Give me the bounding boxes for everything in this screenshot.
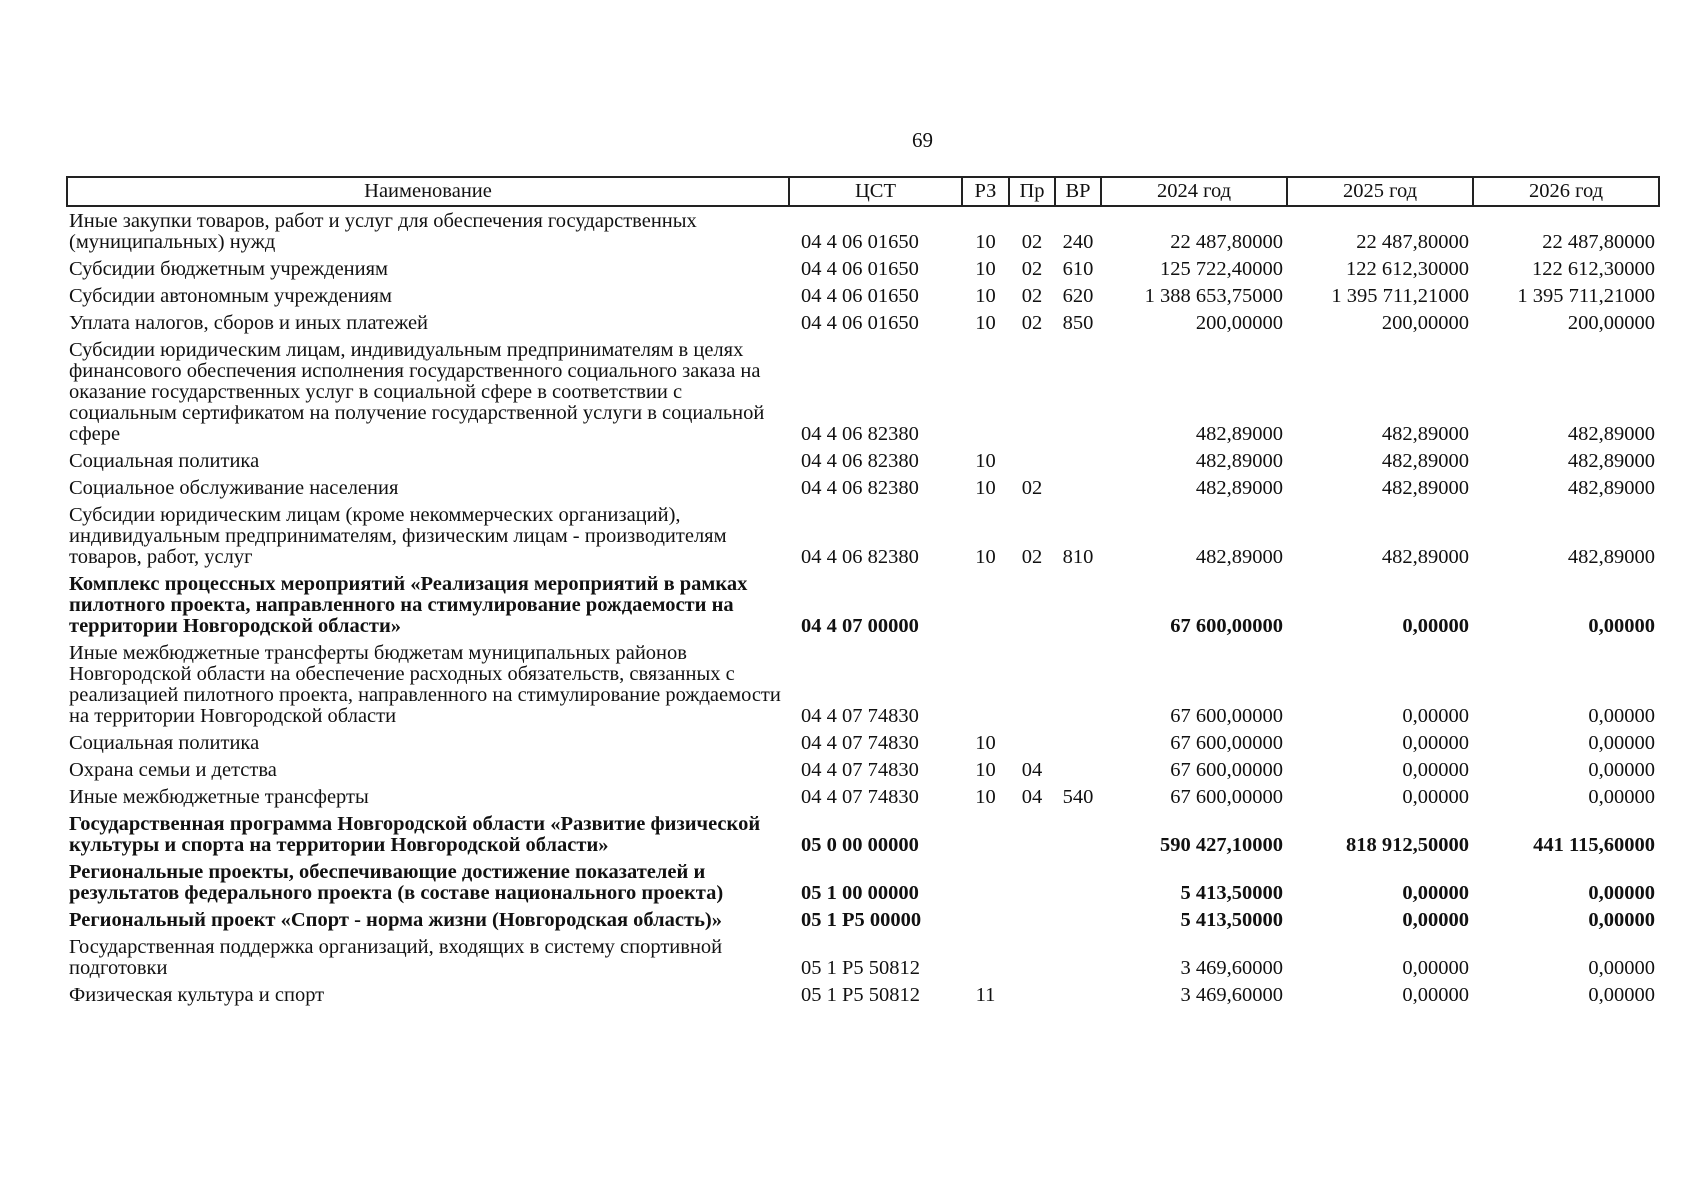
cell-name: Субсидии юридическим лицам (кроме некоммерческих организаций), индивидуальным предпринимателям, физическим лицам - производителям товаров, работ, услуг (69, 504, 727, 568)
cell-2025: 200,00000 (1381, 312, 1469, 334)
table-row (67, 474, 1659, 501)
cell-vr: 850 (1062, 312, 1094, 334)
cell-name: Региональные проекты, обеспечивающие достижение показателей и результатов федерального проекта (в составе национального проекта) (69, 861, 724, 904)
cell-2024: 5 413,50000 (1180, 882, 1283, 904)
cell-2025: 0,00000 (1402, 957, 1469, 979)
cell-cst: 05 1 00 00000 (801, 882, 919, 904)
cell-cst: 04 4 06 82380 (801, 546, 919, 568)
cell-pr: 02 (1021, 546, 1043, 568)
cell-cst: 04 4 07 74830 (801, 759, 919, 781)
cell-rz (962, 639, 1009, 729)
cell-2024: 482,89000 (1195, 450, 1283, 472)
cell-cst: 04 4 06 82380 (801, 450, 919, 472)
cell-rz (962, 810, 1009, 858)
cell-2025: 482,89000 (1381, 423, 1469, 445)
cell-name: Социальное обслуживание населения (69, 477, 399, 499)
cell-cst: 04 4 06 01650 (801, 258, 919, 280)
cell-2024: 3 469,60000 (1180, 957, 1283, 979)
cell-pr: 02 (1021, 312, 1043, 334)
cell-name: Иные межбюджетные трансферты бюджетам муниципальных районов Новгородской области на обеспечение расходных обязательств, связанных с реализацией пилотного проекта, направленного на стимулирование рождаемости на территории Новгородской области (69, 642, 781, 727)
cell-2026: 482,89000 (1567, 546, 1655, 568)
cell-vr (1055, 336, 1101, 447)
cell-vr (1055, 570, 1101, 639)
cell-2025: 0,00000 (1402, 615, 1469, 637)
cell-cst: 04 4 07 00000 (801, 615, 919, 637)
cell-pr (1009, 336, 1055, 447)
cell-2025: 0,00000 (1402, 786, 1469, 808)
cell-rz (962, 933, 1009, 981)
cell-2026: 0,00000 (1588, 957, 1655, 979)
cell-vr (1055, 729, 1101, 756)
cell-2024: 590 427,10000 (1160, 834, 1283, 856)
cell-name: Охрана семьи и детства (69, 759, 277, 781)
cell-cst: 04 4 06 01650 (801, 285, 919, 307)
page-number: 69 (912, 128, 933, 152)
cell-2024: 67 600,00000 (1170, 732, 1283, 754)
cell-2025: 482,89000 (1381, 546, 1469, 568)
cell-name: Государственная программа Новгородской области «Развитие физической культуры и спорта на территории Новгородской области» (69, 813, 761, 856)
cell-rz (962, 336, 1009, 447)
cell-pr (1009, 729, 1055, 756)
cell-pr (1009, 981, 1055, 1008)
cell-pr: 04 (1021, 786, 1043, 808)
table-row (67, 447, 1659, 474)
cell-2025: 482,89000 (1381, 450, 1469, 472)
cell-vr (1055, 981, 1101, 1008)
cell-2026: 0,00000 (1588, 705, 1655, 727)
header-2025: 2025 год (1287, 177, 1473, 206)
cell-vr (1055, 810, 1101, 858)
header-name: Наименование (67, 177, 789, 206)
cell-name: Комплекс процессных мероприятий «Реализация мероприятий в рамках пилотного проекта, направленного на стимулирование рождаемости на территории Новгородской области» (69, 573, 748, 637)
cell-2024: 67 600,00000 (1170, 786, 1283, 808)
cell-2024: 67 600,00000 (1170, 759, 1283, 781)
cell-cst: 04 4 06 01650 (801, 231, 919, 253)
cell-vr: 240 (1062, 231, 1094, 253)
cell-vr: 810 (1062, 546, 1094, 568)
cell-rz: 10 (975, 546, 996, 568)
budget-table (66, 176, 1660, 1008)
cell-name: Государственная поддержка организаций, входящих в систему спортивной подготовки (69, 936, 723, 979)
cell-pr: 02 (1021, 285, 1043, 307)
cell-pr (1009, 933, 1055, 981)
cell-2026: 0,00000 (1588, 759, 1655, 781)
cell-vr (1055, 858, 1101, 906)
table-row (67, 570, 1659, 639)
table-row (67, 501, 1659, 570)
cell-2024: 482,89000 (1195, 546, 1283, 568)
cell-2025: 0,00000 (1402, 909, 1469, 931)
table-row (67, 639, 1659, 729)
cell-2024: 125 722,40000 (1160, 258, 1283, 280)
cell-rz: 10 (975, 312, 996, 334)
cell-rz: 11 (975, 984, 996, 1006)
header-rz: РЗ (962, 177, 1009, 206)
cell-cst: 05 1 P5 50812 (801, 984, 921, 1006)
cell-2026: 0,00000 (1588, 909, 1655, 931)
cell-vr: 540 (1062, 786, 1094, 808)
cell-vr: 610 (1062, 258, 1094, 280)
cell-2026: 22 487,80000 (1542, 231, 1655, 253)
cell-cst: 04 4 06 82380 (801, 423, 919, 445)
cell-pr (1009, 447, 1055, 474)
cell-pr (1009, 906, 1055, 933)
cell-vr: 620 (1062, 285, 1094, 307)
header-2026: 2026 год (1473, 177, 1659, 206)
cell-2026: 441 115,60000 (1533, 834, 1655, 856)
table-row (67, 309, 1659, 336)
cell-pr (1009, 639, 1055, 729)
table-row (67, 933, 1659, 981)
table-row (67, 783, 1659, 810)
cell-pr: 02 (1021, 231, 1043, 253)
cell-2026: 0,00000 (1588, 786, 1655, 808)
cell-pr (1009, 810, 1055, 858)
cell-2026: 482,89000 (1567, 477, 1655, 499)
cell-name: Субсидии автономным учреждениям (69, 285, 392, 307)
cell-2026: 482,89000 (1567, 423, 1655, 445)
cell-2024: 67 600,00000 (1170, 705, 1283, 727)
cell-vr (1055, 906, 1101, 933)
cell-2026: 0,00000 (1588, 615, 1655, 637)
table-row (67, 906, 1659, 933)
cell-2025: 0,00000 (1402, 882, 1469, 904)
cell-rz: 10 (975, 732, 996, 754)
table-header-row (67, 177, 1659, 206)
table-row (67, 255, 1659, 282)
cell-2025: 0,00000 (1402, 732, 1469, 754)
cell-name: Физическая культура и спорт (69, 984, 325, 1006)
cell-2025: 0,00000 (1402, 759, 1469, 781)
cell-cst: 05 1 P5 00000 (801, 909, 922, 931)
cell-name: Региональный проект «Спорт - норма жизни (Новгородская область)» (69, 909, 722, 931)
cell-2024: 67 600,00000 (1170, 615, 1283, 637)
cell-2024: 1 388 653,75000 (1144, 285, 1283, 307)
cell-vr (1055, 933, 1101, 981)
cell-2025: 482,89000 (1381, 477, 1469, 499)
cell-rz: 10 (975, 258, 996, 280)
cell-2025: 122 612,30000 (1346, 258, 1469, 280)
table-row (67, 729, 1659, 756)
cell-rz (962, 858, 1009, 906)
table-row (67, 981, 1659, 1008)
cell-2026: 0,00000 (1588, 882, 1655, 904)
header-vr: ВР (1055, 177, 1101, 206)
cell-2024: 22 487,80000 (1170, 231, 1283, 253)
cell-name: Уплата налогов, сборов и иных платежей (69, 312, 429, 334)
cell-name: Социальная политика (69, 450, 260, 472)
cell-2024: 482,89000 (1195, 477, 1283, 499)
cell-pr: 04 (1021, 759, 1043, 781)
cell-rz: 10 (975, 786, 996, 808)
cell-pr: 02 (1021, 477, 1043, 499)
cell-cst: 05 1 P5 50812 (801, 957, 921, 979)
header-cst: ЦСТ (789, 177, 962, 206)
header-pr: Пр (1009, 177, 1055, 206)
cell-2024: 3 469,60000 (1180, 984, 1283, 1006)
cell-rz (962, 906, 1009, 933)
cell-2024: 5 413,50000 (1180, 909, 1283, 931)
cell-rz: 10 (975, 477, 996, 499)
cell-2026: 1 395 711,21000 (1517, 285, 1655, 307)
cell-cst: 04 4 06 82380 (801, 477, 919, 499)
cell-rz: 10 (975, 231, 996, 253)
cell-cst: 04 4 07 74830 (801, 786, 919, 808)
cell-rz (962, 570, 1009, 639)
cell-2024: 200,00000 (1195, 312, 1283, 334)
table-row (67, 336, 1659, 447)
cell-name: Иные межбюджетные трансферты (69, 786, 369, 808)
cell-pr: 02 (1021, 258, 1043, 280)
cell-name: Субсидии бюджетным учреждениям (69, 258, 389, 280)
cell-2026: 200,00000 (1567, 312, 1655, 334)
table-row (67, 282, 1659, 309)
cell-2025: 22 487,80000 (1356, 231, 1469, 253)
cell-2024: 482,89000 (1195, 423, 1283, 445)
cell-2026: 0,00000 (1588, 984, 1655, 1006)
cell-name: Социальная политика (69, 732, 260, 754)
cell-vr (1055, 474, 1101, 501)
cell-2025: 0,00000 (1402, 984, 1469, 1006)
cell-2026: 0,00000 (1588, 732, 1655, 754)
cell-2025: 1 395 711,21000 (1331, 285, 1469, 307)
cell-name: Иные закупки товаров, работ и услуг для обеспечения государственных (муниципальных) нужд (69, 210, 697, 253)
cell-rz: 10 (975, 285, 996, 307)
cell-cst: 05 0 00 00000 (801, 834, 919, 856)
table-row (67, 810, 1659, 858)
cell-vr (1055, 447, 1101, 474)
table-row (67, 858, 1659, 906)
cell-name: Субсидии юридическим лицам, индивидуальным предпринимателям в целях финансового обеспечения исполнения государственного социального заказа на оказание государственных услуг в социальной сфере в соответствии с социальным сертификатом на получение государственной услуги в социальной сфере (69, 339, 765, 445)
table-body (67, 206, 1659, 1008)
cell-vr (1055, 639, 1101, 729)
cell-rz: 10 (975, 759, 996, 781)
cell-2026: 482,89000 (1567, 450, 1655, 472)
cell-rz: 10 (975, 450, 996, 472)
cell-pr (1009, 570, 1055, 639)
cell-pr (1009, 858, 1055, 906)
cell-cst: 04 4 07 74830 (801, 732, 919, 754)
cell-2025: 0,00000 (1402, 705, 1469, 727)
cell-2026: 122 612,30000 (1532, 258, 1655, 280)
cell-cst: 04 4 07 74830 (801, 705, 919, 727)
table-row (67, 756, 1659, 783)
table-row (67, 206, 1659, 255)
cell-2025: 818 912,50000 (1346, 834, 1469, 856)
cell-cst: 04 4 06 01650 (801, 312, 919, 334)
cell-vr (1055, 756, 1101, 783)
header-2024: 2024 год (1101, 177, 1287, 206)
